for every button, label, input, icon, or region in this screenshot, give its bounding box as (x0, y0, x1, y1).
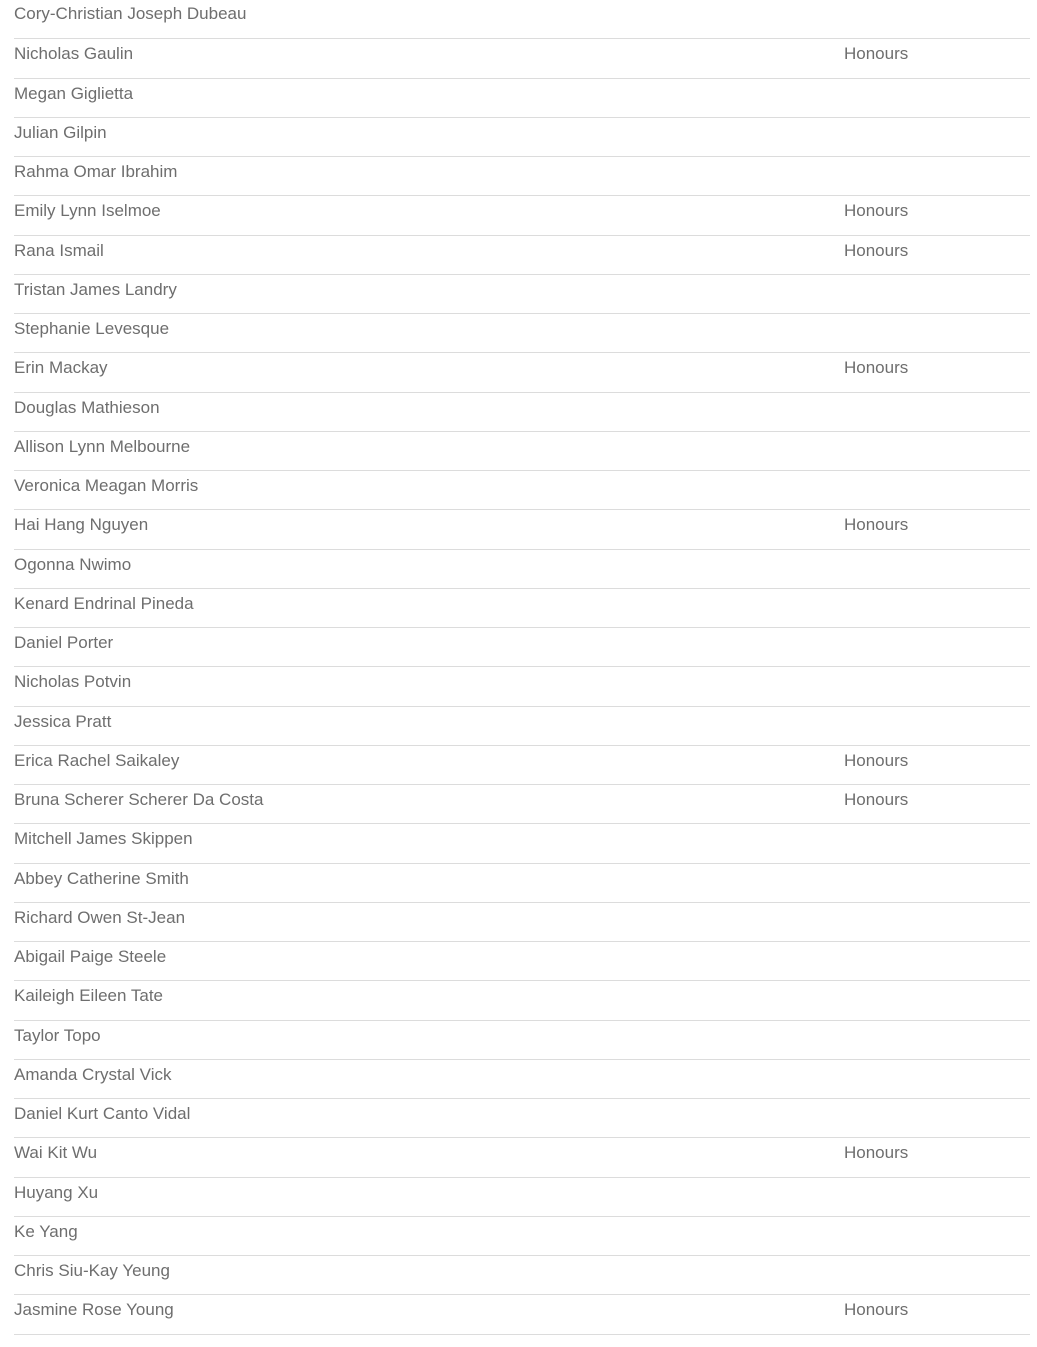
graduate-name: Rahma Omar Ibrahim (14, 162, 178, 181)
graduate-row (14, 628, 1030, 667)
graduate-row (14, 1021, 1030, 1060)
graduate-name: Daniel Kurt Canto Vidal (14, 1104, 191, 1123)
honours-label: Honours (844, 1300, 909, 1320)
graduate-list (14, 0, 1030, 1335)
graduate-name: Stephanie Levesque (14, 319, 170, 338)
graduate-row (14, 0, 1030, 39)
graduate-row (14, 707, 1030, 746)
graduate-row (14, 236, 1030, 275)
graduate-name: Hai Hang Nguyen (14, 515, 149, 535)
graduate-row (14, 550, 1030, 589)
graduate-row (14, 1256, 1030, 1295)
graduate-name: Taylor Topo (14, 1025, 101, 1045)
graduate-name: Megan Giglietta (14, 83, 134, 103)
honours-label: Honours (844, 201, 909, 221)
honours-label: Honours (844, 44, 909, 64)
honours-label: Honours (844, 790, 909, 809)
graduate-row (14, 314, 1030, 353)
graduate-row (14, 746, 1030, 785)
graduate-name: Bruna Scherer Scherer Da Costa (14, 790, 264, 809)
honours-label: Honours (844, 515, 909, 535)
graduate-name: Kaileigh Eileen Tate (14, 986, 164, 1006)
graduate-row (14, 353, 1030, 392)
graduate-row (14, 79, 1030, 118)
graduate-row (14, 981, 1030, 1020)
graduate-name: Cory-Christian Joseph Dubeau (14, 4, 247, 23)
graduate-name: Abigail Paige Steele (14, 947, 167, 966)
graduate-name: Julian Gilpin (14, 122, 107, 142)
graduate-name: Rana Ismail (14, 240, 104, 260)
graduate-row (14, 1178, 1030, 1217)
graduate-name: Erica Rachel Saikaley (14, 750, 180, 770)
honours-label: Honours (844, 240, 909, 260)
graduate-name: Douglas Mathieson (14, 397, 160, 417)
graduate-name: Ke Yang (14, 1221, 78, 1241)
graduate-name: Nicholas Potvin (14, 672, 132, 692)
graduate-row (14, 1138, 1030, 1177)
graduate-name: Tristan James Landry (14, 279, 177, 299)
graduate-name: Richard Owen St-Jean (14, 907, 186, 927)
graduate-name: Jasmine Rose Young (14, 1300, 174, 1320)
graduate-name: Daniel Porter (14, 633, 114, 652)
graduate-row (14, 1099, 1030, 1138)
graduate-row (14, 942, 1030, 981)
graduate-row (14, 1060, 1030, 1099)
honours-label: Honours (844, 750, 909, 770)
graduate-name: Mitchell James Skippen (14, 829, 193, 849)
graduate-name: Wai Kit Wu (14, 1143, 98, 1163)
graduate-row (14, 39, 1030, 78)
graduate-name: Allison Lynn Melbourne (14, 436, 191, 456)
graduate-row (14, 471, 1030, 510)
graduate-row (14, 157, 1030, 196)
graduate-row (14, 785, 1030, 824)
graduate-row (14, 510, 1030, 549)
graduate-name: Huyang Xu (14, 1182, 99, 1202)
graduate-name: Chris Siu-Kay Yeung (14, 1261, 170, 1280)
graduate-name: Ogonna Nwimo (14, 554, 132, 574)
graduate-row (14, 1295, 1030, 1334)
honours-label: Honours (844, 1143, 909, 1163)
graduate-row (14, 903, 1030, 942)
graduate-row (14, 1217, 1030, 1256)
graduate-row (14, 393, 1030, 432)
graduate-name: Jessica Pratt (14, 711, 112, 731)
honours-label: Honours (844, 358, 909, 378)
graduate-name: Nicholas Gaulin (14, 44, 134, 64)
graduate-name: Kenard Endrinal Pineda (14, 593, 194, 613)
graduate-name: Erin Mackay (14, 358, 108, 378)
graduate-row (14, 118, 1030, 157)
graduate-row (14, 824, 1030, 863)
graduate-name: Veronica Meagan Morris (14, 476, 199, 495)
graduate-row (14, 864, 1030, 903)
graduate-row (14, 432, 1030, 471)
graduate-name: Emily Lynn Iselmoe (14, 201, 161, 221)
graduate-row (14, 275, 1030, 314)
graduate-name: Amanda Crystal Vick (14, 1064, 172, 1084)
graduate-row (14, 589, 1030, 628)
graduate-row (14, 196, 1030, 235)
graduate-name: Abbey Catherine Smith (14, 868, 189, 888)
graduate-row (14, 667, 1030, 706)
